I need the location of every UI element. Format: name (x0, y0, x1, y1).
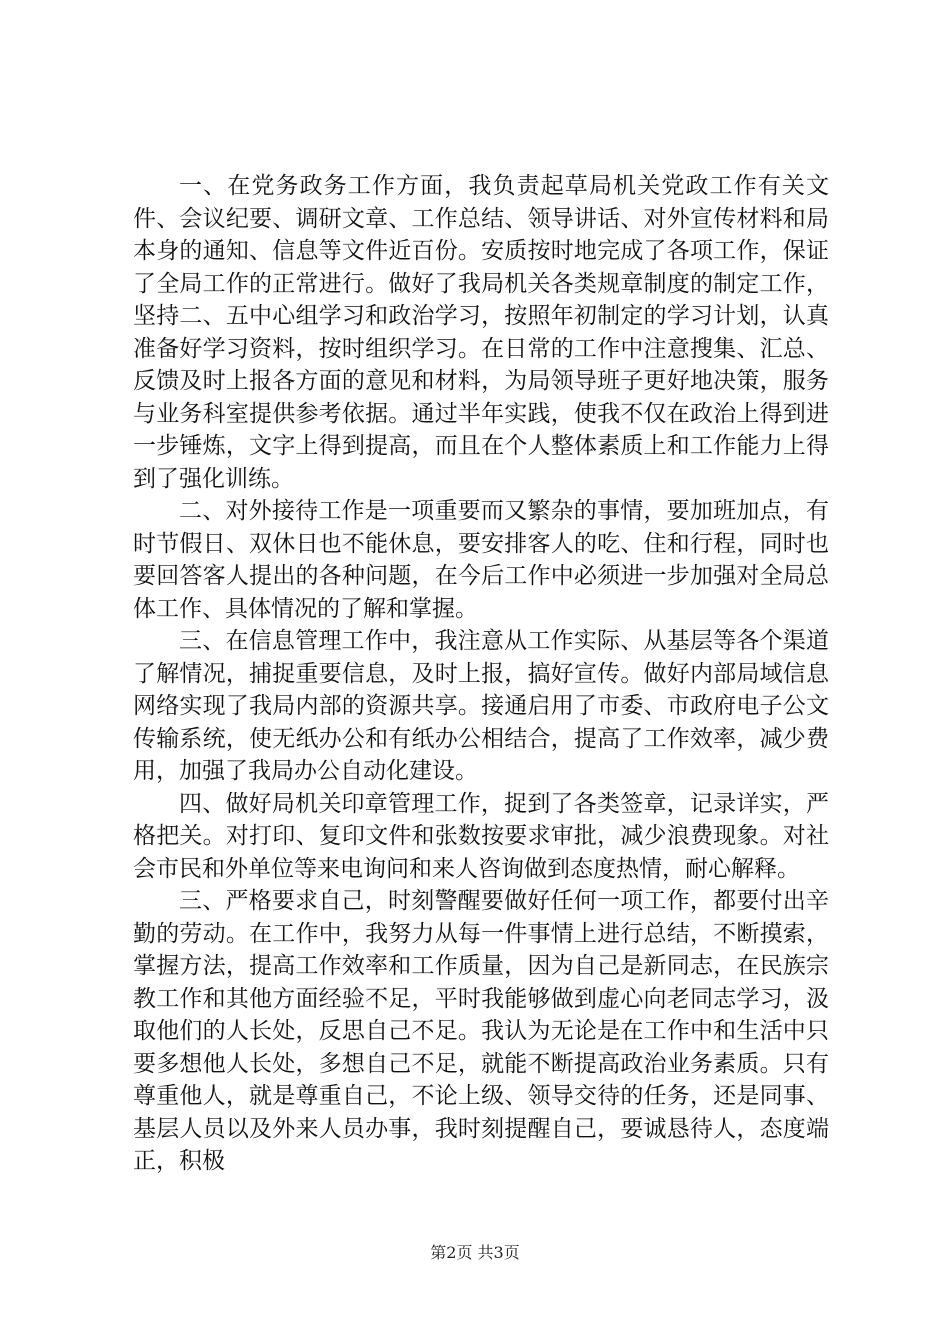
paragraph-2: 二、对外接待工作是一项重要而又繁杂的事情，要加班加点，有时节假日、双休日也不能休息，要安排客人的吃、住和行程，同时也要回答客人提出的各种问题，在今后工作中必须进一步加强对全局总体工作、具体情况的了解和掌握。 (133, 498, 829, 622)
paragraph-4: 四、做好局机关印章管理工作，捉到了各类签章，记录详实，严格把关。对打印、复印文件和张数按要求审批，减少浪费现象。对社会市民和外单位等来电询问和来人咨询做到态度热情，耐心解释。 (133, 790, 829, 882)
document-body (133, 170, 829, 1178)
paragraph-3: 三、在信息管理工作中，我注意从工作实际、从基层等各个渠道了解情况，捕捉重要信息，及时上报，搞好宣传。做好内部局域信息网络实现了我局内部的资源共享。接通启用了市委、市政府电子公文传输系统，使无纸办公和有纸办公相结合，提高了工作效率，减少费用，加强了我局办公自动化建设。 (133, 628, 829, 784)
page-number-footer: 第2页 共3页 (430, 1243, 520, 1262)
paragraph-5: 三、严格要求自己，时刻警醒要做好任何一项工作，都要付出辛勤的劳动。在工作中，我努力从每一件事情上进行总结，不断摸索，掌握方法，提高工作效率和工作质量，因为自己是新同志，在民族宗教工作和其他方面经验不足，平时我能够做到虚心向老同志学习，汲取他们的人长处，反思自己不足。我认为无论是在工作中和生活中只要多想他人长处，多想自己不足，就能不断提高政治业务素质。只有尊重他人，就是尊重自己，不论上级、领导交待的任务，还是同事、基层人员以及外来人员办事，我时刻提醒自己，要诚恳待人，态度端正，积极 (133, 888, 829, 1174)
paragraph-1: 一、在党务政务工作方面，我负责起草局机关党政工作有关文件、会议纪要、调研文章、工作总结、领导讲话、对外宣传材料和局本身的通知、信息等文件近百份。安质按时地完成了各项工作，保证了全局工作的正常进行。做好了我局机关各类规章制度的制定工作，坚持二、五中心组学习和政治学习，按照年初制定的学习计划，认真准备好学习资料，按时组织学习。在日常的工作中注意搜集、汇总、反馈及时上报各方面的意见和材料，为局领导班子更好地决策，服务与业务科室提供参考依据。通过半年实践，使我不仅在政治上得到进一步锤炼，文字上得到提高，而且在个人整体素质上和工作能力上得到了强化训练。 (133, 173, 829, 492)
